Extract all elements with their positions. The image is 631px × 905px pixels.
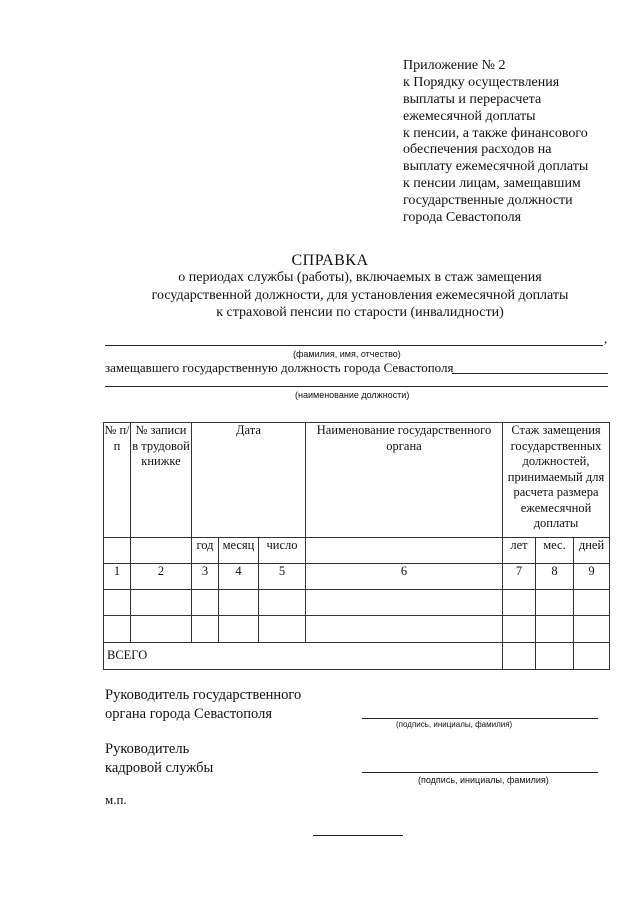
col-record-header: № записи в трудовой книжке: [131, 423, 192, 538]
head-label-line: Руководитель государственного: [105, 687, 302, 703]
sub-empty: [306, 538, 503, 564]
hr-signature-line: [362, 772, 598, 773]
appendix-line: выплаты и перерасчета: [403, 91, 542, 107]
appendix-line: к Порядку осуществления: [403, 74, 560, 90]
subtitle-line: о периодах службы (работы), включаемых в стаж замещения: [178, 270, 542, 285]
col-number-index: 7: [503, 564, 536, 590]
col-number-header: № п/п: [104, 423, 131, 538]
appendix-line: государственные должности: [403, 193, 573, 209]
appendix-line: к пенсии, а также финансового: [403, 125, 588, 141]
service-periods-table: [103, 422, 610, 670]
col-number-index: 4: [219, 564, 259, 590]
total-row: [104, 643, 610, 670]
sub-years-header: лет: [503, 538, 536, 564]
total-label: ВСЕГО: [104, 643, 503, 670]
sub-empty: [131, 538, 192, 564]
sub-empty: [104, 538, 131, 564]
appendix-line: города Севастополя: [403, 210, 522, 226]
hr-label-line: кадровой службы: [105, 759, 214, 776]
col-stazh-header: Стаж замещения государственных должностей, принимаемый для расчета размера ежемесячной доплаты: [503, 423, 610, 538]
name-fill-line: [105, 345, 603, 346]
hr-signature-hint: (подпись, инициалы, фамилия): [418, 775, 549, 785]
head-label-line: органа города Севастополя: [105, 705, 272, 722]
position-hint: (наименование должности): [295, 390, 410, 400]
appendix-line: к пенсии лицам, замещавшим: [403, 176, 581, 192]
appendix-line: обеспечения расходов на: [403, 142, 552, 158]
col-number-index: 3: [192, 564, 219, 590]
sub-day-header: число: [259, 538, 306, 564]
document-subtitle: [60, 269, 631, 322]
appendix-line: ежемесячной доплаты: [403, 108, 536, 124]
col-number-index: 8: [536, 564, 574, 590]
col-number-index: 2: [131, 564, 192, 590]
subtitle-line: государственной должности, для установления ежемесячной доплаты: [151, 287, 569, 303]
sub-month-header: месяц: [219, 538, 259, 564]
name-comma: ,: [604, 331, 608, 346]
col-date-header: Дата: [192, 423, 306, 538]
position-fill-line-2: [105, 386, 608, 387]
col-number-index: 5: [259, 564, 306, 590]
table-row: [104, 590, 610, 616]
head-signature-line: [362, 718, 598, 719]
stamp-place: м.п.: [105, 792, 127, 807]
name-hint: (фамилия, имя, отчество): [293, 349, 401, 359]
sub-year-header: год: [192, 538, 219, 564]
table-row: [104, 616, 610, 643]
hr-label-line: Руководитель: [105, 741, 190, 757]
appendix-line: выплату ежемесячной доплаты: [403, 159, 589, 175]
appendix-line: Приложение № 2: [403, 58, 506, 73]
footer-separator: [313, 835, 403, 836]
col-number-index: 1: [104, 564, 131, 590]
sub-days-header: дней: [574, 538, 610, 564]
document-title: СПРАВКА: [291, 252, 369, 269]
head-signature-hint: (подпись, инициалы, фамилия): [396, 720, 513, 729]
head-signature-label: [105, 686, 301, 723]
position-label: замещавшего государственную должность города Севастополя: [105, 360, 454, 375]
appendix-header: [403, 58, 628, 227]
col-number-index: 9: [574, 564, 610, 590]
subtitle-line: к страховой пенсии по старости (инвалидности): [216, 305, 504, 320]
position-fill-line: [452, 373, 608, 374]
col-number-index: 6: [306, 564, 503, 590]
col-org-header: Наименование государственного органа: [306, 423, 503, 538]
sub-months-header: мес.: [536, 538, 574, 564]
hr-signature-label: [105, 740, 213, 777]
